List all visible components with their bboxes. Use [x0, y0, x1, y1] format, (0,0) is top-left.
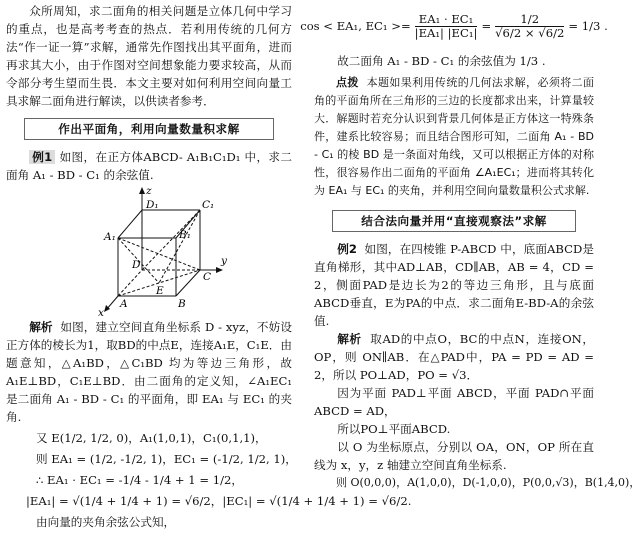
cosine-formula: cos < EA₁, EC₁ >= $\frac{\text{EA₁ · EC₁}}{\text{|EA₁| |EC₁|}}$ = $\frac{1/2}{√6/2 \times √6/2}$ = 1/3 . — [300, 11, 608, 40]
point-e: E — [156, 285, 164, 297]
vector-line: 则 EA₁ = (1/2, -1/2, 1)，EC₁ = (-1/2, 1/2, 1)， — [36, 452, 297, 466]
solution-2-label: 解析 — [337, 332, 362, 346]
cube-figure — [6, 184, 292, 318]
solution-1-text: 如图，建立空间直角坐标系 D - xyz，不妨设正方体的棱长为1，取BD的中点E，连接A₁E，C₁E．由题意知，△A₁BD，△C₁BD 均为等边三角形，故 A₁E⊥BD，C₁E⊥BD．由二面角的定义知，∠A₁EC₁ 是二面角 A₁ - BD - C₁ 的平面角，即 EA₁ 与 EC₁ 的夹角. — [6, 320, 292, 424]
example-2-label: 例2 — [337, 242, 357, 256]
norm-line: |EA₁| = √(1/4 + 1/4 + 1) = √6/2，|EC₁| = √(1/4 + 1/4 + 1) = √6/2. — [26, 494, 412, 508]
example-2-text: 如图，在四棱锥 P-ABCD 中，底面ABCD是直角梯形，其中AD⊥AB，CD∥AB，AB = 4，CD = 2，侧面PAD是边长为2的等边三角形，且与底面ABCD垂直，E为PA的中点．求二面角E-BD-A的余弦值. — [314, 242, 594, 328]
tip-text: 本题如果利用传统的几何法求解，必须将二面角的平面角所在三角形的三边的长度都求出来，计算量较大．解题时若充分认识到背景几何体是正方体这一特殊条件，建系比较容易；而且结合图形可知，二面角 A₁ - BD - C₁ 的棱 BD 是一条面对角线，又可以根据正方体的对称性，很容易作出二面角的平面角 ∠A₁EC₁；进而将其转化为 EA₁ 与 EC₁ 的夹角，并利用空间向量数量积公式求解. — [314, 76, 595, 197]
axis-y-label: y — [221, 255, 227, 267]
vertex-b1: B₁ — [179, 229, 191, 241]
vertex-a: A — [120, 298, 128, 310]
axis-x-label: x — [98, 307, 104, 319]
solution-1 — [6, 318, 292, 426]
solution-2 — [314, 330, 594, 384]
vertex-c: C — [203, 271, 212, 283]
formula-den-1: |EA₁| |EC₁| — [414, 25, 478, 40]
section-title-1: 作出平面角，利用向量数量积求解 — [24, 118, 274, 140]
intro-paragraph: 众所周知，求二面角的相关问题是立体几何中学习的重点，也是高考考查的热点．若利用传统的几何方法“作一证一算”求解，通常先作图找出其平面角，进而再求其大小，由于作图对空间想象能力要求较高，从而令部分考生望而生畏．本文主要对如何利用空间向量工具求解二面角进行解读，以供读者参考． — [6, 4, 292, 108]
tip-label: 点拨 — [336, 76, 359, 89]
axis-z-label: z — [146, 185, 152, 197]
cosine-intro-line: 由向量的夹角余弦公式知， — [36, 515, 176, 529]
tip-paragraph — [314, 74, 594, 200]
formula-prefix: cos < EA₁, EC₁ >= — [300, 19, 411, 33]
section-title-2: 结合法向量并用“直接观察法”求解 — [332, 210, 576, 232]
plane-paragraph: 因为平面 PAD⊥平面 ABCD，平面 PAD∩平面 ABCD = AD， — [314, 386, 594, 418]
solution-1-label: 解析 — [29, 320, 53, 334]
right-column — [300, 0, 640, 492]
dot-product-line: ∴ EA₁ · EC₁ = -1/4 - 1/4 + 1 = 1/2， — [36, 473, 243, 487]
formula-fraction-2 — [495, 13, 564, 40]
formula-den-2: √6/2 × √6/2 — [495, 25, 565, 40]
vertex-d1: D₁ — [146, 199, 159, 211]
example-1 — [6, 148, 292, 184]
answer-line: 故二面角 A₁ - BD - C₁ 的余弦值为 1/3 . — [337, 54, 546, 68]
vertex-c1: C₁ — [202, 199, 215, 211]
example-1-label: 例1 — [29, 150, 55, 164]
solution-2-text: 取AD的中点O，BC的中点N，连接ON，OP，则 ON∥AB．在△PAD中，PA = PD = AD = 2，所以 PO⊥AD，PO = √3． — [314, 332, 594, 382]
formula-num-1: EA₁ · EC₁ — [415, 13, 478, 27]
vertex-b: B — [178, 298, 186, 310]
example-1-text: 如图，在正方体ABCD- A₁B₁C₁D₁ 中，求二面角 A₁ - BD - C₁ 的余弦值. — [6, 150, 292, 182]
example-2 — [314, 240, 594, 330]
po-paragraph: 所以PO⊥平面ABCD. — [337, 422, 451, 436]
vertex-d: D — [132, 259, 141, 271]
formula-result: = 1/3 . — [568, 19, 608, 33]
axis-paragraph: 以 O 为坐标原点，分别以 OA，ON，OP 所在直线为 x，y，z 轴建立空间直角坐标系. — [314, 440, 594, 472]
coords-paragraph: 则 O(0,0,0)，A(1,0,0)，D(-1,0,0)，P(0,0,√3)，B(1,4,0)， — [336, 476, 640, 489]
coords-line: 又 E(1/2, 1/2, 0)，A₁(1,0,1)，C₁(0,1,1)， — [36, 431, 267, 445]
formula-fraction-1 — [415, 13, 478, 40]
cube-diagram — [6, 184, 292, 318]
formula-num-2: 1/2 — [495, 13, 564, 27]
vertex-a1: A₁ — [104, 231, 116, 243]
